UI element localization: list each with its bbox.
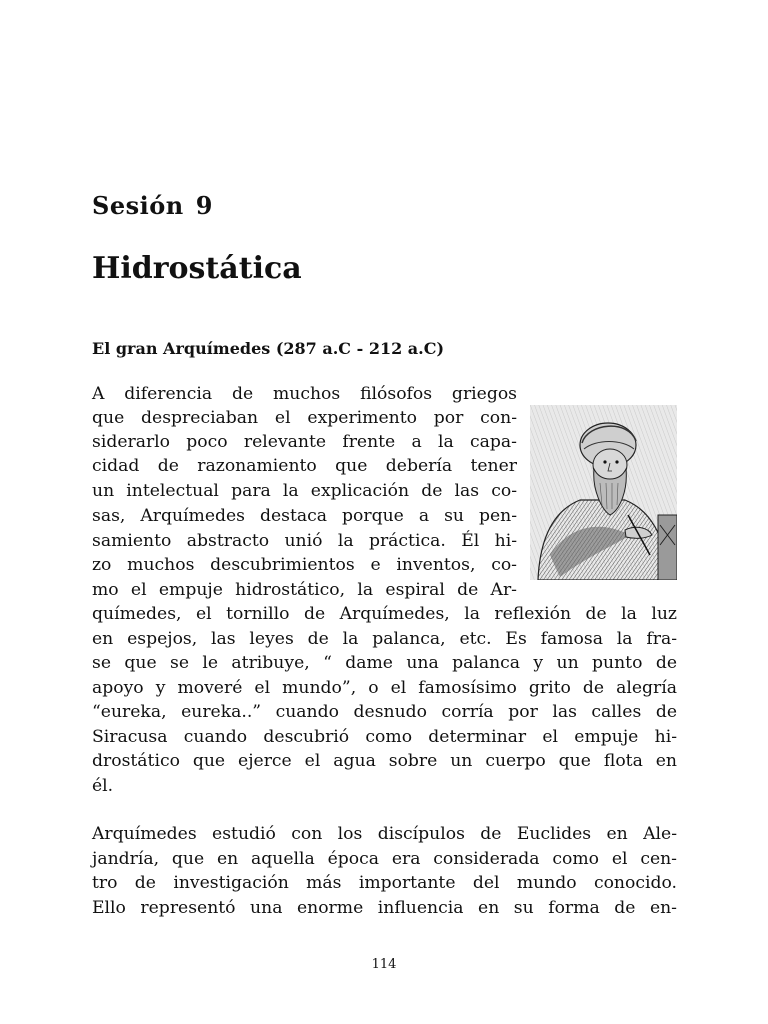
paragraph-line: apoyo y moveré el mundo”, o el famosísimo grito de alegría [92, 678, 677, 698]
section-subtitle: El gran Arquímedes (287 a.C - 212 a.C) [92, 339, 445, 358]
paragraph-line: Ello representó una enorme influencia en su forma de en- [92, 898, 677, 918]
paragraph-line: “eureka, eureka..” cuando desnudo corría por las calles de [92, 702, 677, 722]
paragraph-line: jandría, que en aquella época era considerada como el cen- [92, 849, 677, 869]
portrait-engraving [530, 405, 677, 580]
chapter-title: Hidrostática [92, 251, 302, 286]
paragraph-line: que despreciaban el experimento por con- [92, 408, 517, 428]
page-number: 114 [371, 957, 397, 972]
paragraph-line: en espejos, las leyes de la palanca, etc. Es famosa la fra- [92, 629, 677, 649]
paragraph-line: sas, Arquímedes destaca porque a su pen- [92, 506, 517, 526]
paragraph-line: tro de investigación más importante del mundo conocido. [92, 873, 677, 893]
paragraph-line: A diferencia de muchos filósofos griegos [92, 384, 517, 404]
paragraph-line: químedes, el tornillo de Arquímedes, la reflexión de la luz [92, 604, 677, 624]
paragraph-line: él. [92, 776, 114, 796]
paragraph-line: siderarlo poco relevante frente a la capa- [92, 432, 517, 452]
paragraph-line: se que se le atribuye, “ dame una palanca y un punto de [92, 653, 677, 673]
paragraph-line: Siracusa cuando descubrió como determinar el empuje hi- [92, 727, 677, 747]
paragraph-line: cidad de razonamiento que debería tener [92, 456, 517, 476]
paragraph-line: zo muchos descubrimientos e inventos, co- [92, 555, 517, 575]
session-heading [92, 191, 213, 220]
paragraph-line: Arquímedes estudió con los discípulos de Euclides en Ale- [92, 824, 677, 844]
paragraph-line: samiento abstracto unió la práctica. Él hi- [92, 531, 517, 551]
session-label: Sesión [92, 191, 184, 220]
paragraph-line: drostático que ejerce el agua sobre un cuerpo que flota en [92, 751, 677, 771]
paragraph-line: un intelectual para la explicación de las co- [92, 481, 517, 501]
archimedes-portrait-image [530, 405, 677, 580]
session-number: 9 [195, 191, 213, 220]
paragraph-line: mo el empuje hidrostático, la espiral de Ar- [92, 580, 517, 600]
